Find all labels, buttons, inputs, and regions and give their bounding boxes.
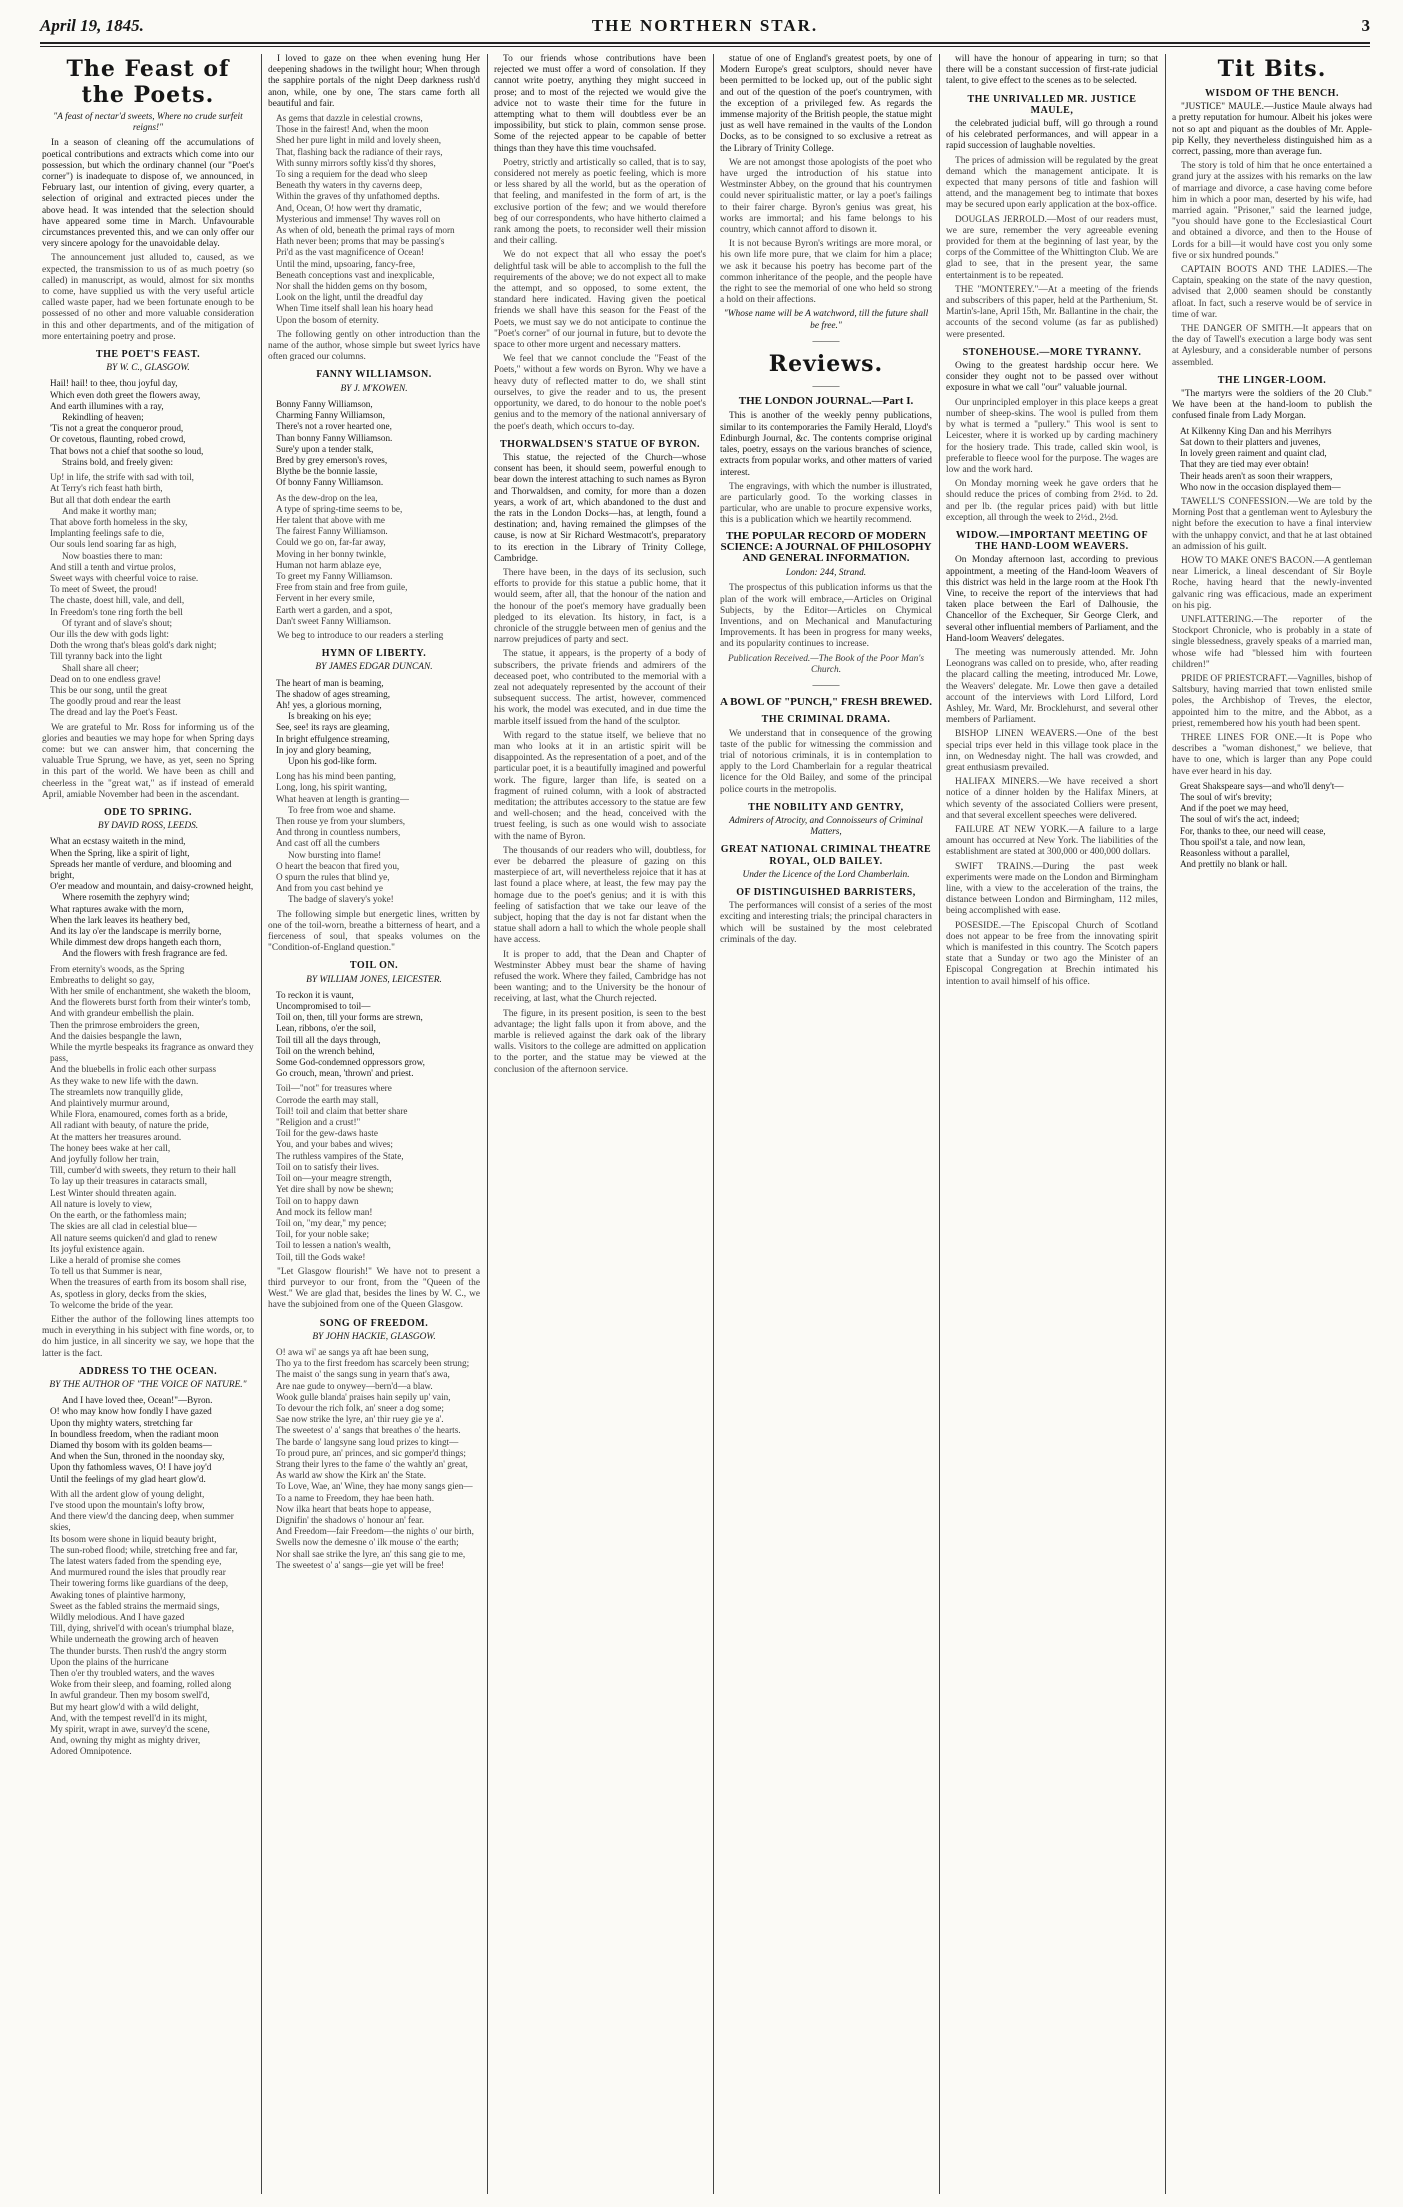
body-paragraph: We do not expect that all who essay the poet's delightful task will be able to accomplish to the full the requirements of the above; we do not expect all to make the attempt, and so opposed, to some extent, the standard here indicated. Having given the poetical friends we shall have this season for the Feast of the Poets, we must say we do not anticipate to continue the "Poet's corner" of our journal in future, but to devote the space to other more urgent and necessary matters. — [494, 250, 706, 351]
column-divider — [1165, 54, 1166, 2194]
poem-line: Toil till all the days through, — [276, 1034, 381, 1045]
article-title-theatre: GREAT NATIONAL CRIMINAL THEATRE ROYAL, OLD BAILEY. — [720, 844, 932, 867]
poem-line: Upon thy mighty waters, stretching far — [50, 1417, 193, 1428]
poem-continuation: Toil—"not" for treasures where Corrode the earth may stall, Toil! toil and claim that better share "Religion and a crust!" Toil for the gew-daws haste You, and your babes and wives; The ruthless vampires of the State, Toil on to satisfy their lives. Toil on—your meagre strength, Yet dire shall by now be shewn; Toil on to happy dawn And mock its fellow man! Toil on, "my dear," my pence; Toil, for your noble sake; Toil to lessen a nation's wealth, Toil, till the Gods wake! — [276, 1083, 408, 1262]
poem-line: Rekindling of heaven; — [62, 412, 144, 423]
body-paragraph: We understand that in consequence of the growing taste of the public for witnessing the commission and trial of notorious criminals, it is in contemplation to apply to the Lord Chamberlain for a regular theatrical licence for the Old Bailey, and some of the principal police courts in the metropolis. — [720, 728, 932, 795]
article-title-justice-maule: THE UNRIVALLED MR. JUSTICE MAULE, — [967, 93, 1137, 116]
body-paragraph: This is another of the weekly penny publications, similar to its contemporaries the Family Herald, Lloyd's Edinburgh Journal, &c. The contents comprise original tales, poetry, essays on the various branches of science, extracts from popular works, and other matters of varied interest. — [720, 411, 932, 478]
body-paragraph: We feel that we cannot conclude the "Feast of the Poets," without a few words on Byron. Why we have a heavy duty of reflected matter to do, we shall stint ourselves, to give the reader and to us, the present opportunity, we dared, to do honour to the noble poet's genius and to the memory of the national anniversary of the poet's death, which occurs to-day. — [494, 354, 706, 432]
separator: ——— — [812, 335, 840, 346]
body-paragraph: The figure, in its present position, is seen to the best advantage; the light falls upon it from above, and the marble is relieved against the dark oak of the library walls. Visitors to the college are admitted on application to the porter, and the statue may be viewed at the conclusion of the afternoon service. — [494, 1008, 706, 1075]
poem-line: O'er meadow and mountain, and daisy-crowned height, — [50, 881, 254, 892]
poem-line: And I have loved thee, Ocean!"—Byron. — [62, 1395, 213, 1406]
body-paragraph: FAILURE AT NEW YORK.—A failure to a large amount has occurred at New York. The liabilities of the establishment are stated at 300,000 or 400,000 dollars. — [946, 825, 1158, 858]
poem-title-fanny-williamson: FANNY WILLIAMSON. — [316, 369, 432, 381]
body-paragraph: The announcement just alluded to, caused, as we expected, the transmission to us of as much poetry (so called) in manuscript, as would, almost for six months to come, have supplied us with the very useful article called waste paper, had we been fortunate enough to be possessed of no other and more valuable consideration in this and other departments, and of the mitigation of more entertaining poetry and prose. — [42, 253, 254, 342]
poem-line: There's not a rover hearted one, — [276, 421, 392, 432]
poem-line: The heart of man is beaming, — [276, 677, 384, 688]
article-title-barristers: OF DISTINGUISHED BARRISTERS, — [736, 887, 916, 898]
body-paragraph: TAWELL'S CONFESSION.—We are told by the Morning Post that a gentleman went to Aylesbury the night before the execution to have a final interview with the unhappy convict, and that he at last obtained an admission of his guilt. — [1172, 496, 1372, 552]
poem-line: And the flowers with fresh fragrance are fed. — [62, 948, 228, 959]
article-title-linger-loom: THE LINGER-LOOM. — [1217, 374, 1327, 386]
poem-line: Blythe be the bonnie lassie, — [276, 466, 378, 477]
poem-line: For, thanks to thee, our need will cease, — [1180, 825, 1326, 836]
poem-line: O! who may know how fondly I have gazed — [50, 1406, 212, 1417]
poem-title-song-of-freedom: SONG OF FREEDOM. — [319, 1317, 429, 1329]
epigraph: "A feast of nectar'd sweets, Where no crude surfeit reigns!" — [53, 112, 243, 134]
poem-line: Or covetous, flaunting, robed crowd, — [50, 434, 186, 445]
body-paragraph: With regard to the statue itself, we believe that no man who looks at it in an artistic spirit will be disappointed. As the representation of a poet, and of the particular poet, it is a beautifully imagined and powerful work. The figure, larger than life, is seated on a fragment of ruined column, with a look of abstracted meditation; the attributes accessory to the statue are few and well-chosen; and the head, conceived with the truest feeling, is such as one would wish to associate with the name of Byron. — [494, 730, 706, 842]
poem-line: Diamed thy bosom with its golden beams— — [50, 1439, 212, 1450]
body-paragraph: The following simple but energetic lines, written by one of the toil-worn, breathe a bitterness of heart, and a fierceness of soul, that speaks volumes on the "Condition-of-England question." — [268, 909, 480, 954]
poem-fanny-williamson — [268, 399, 480, 489]
poem-line: Thou spoil'st a tale, and now lean, — [1180, 836, 1306, 847]
body-paragraph: The engravings, with which the number is illustrated, are particularly good. To the working classes in particular, who are unable to procure expensive works, this is a publication which we heartily recommend. — [720, 481, 932, 526]
poem-hymn-of-liberty — [268, 678, 480, 768]
poem-line: 'Tis not a great the conqueror proud, — [50, 423, 184, 434]
poem-line: Bred by grey emerson's roves, — [276, 454, 388, 465]
poem-author: BY WILLIAM JONES, LEICESTER. — [306, 974, 442, 985]
section-heading-tit-bits: Tit Bits. — [1217, 56, 1327, 82]
body-paragraph: the celebrated judicial buff, will go through a round of his celebrated performances, and will appear in a rapid succession of laughable novelties. — [946, 119, 1158, 152]
masthead-date: April 19, 1845. — [40, 16, 144, 35]
body-paragraph: PRIDE OF PRIESTCRAFT.—Vagnilles, bishop of Saltsbury, having married that town enlisted smile poles, the Archbishop of Treves, the elector, appointed him to the mitre, and the Abbot, as a priest, remembered how his youth had been spent. — [1172, 673, 1372, 729]
poem-line: In bright effulgence streaming, — [276, 733, 390, 744]
body-paragraph: The performances will consist of a series of the most exciting and interesting trials; the principal characters in which will be sustained by the most celebrated criminals of the day. — [720, 901, 932, 945]
poem-line: And when the Sun, throned in the noonday sky, — [50, 1451, 225, 1462]
body-paragraph: UNFLATTERING.—The reporter of the Stockport Chronicle, who is probably in a state of single blessedness, gravely speaks of a married man, whose wife had "blessed him with fourteen children!" — [1172, 614, 1372, 670]
poem-song-of-freedom: O! awa wi' ae sangs ya aft hae been sung, Tho ya to the first freedom has scarcely been strung; The maist o' the sangs sung in yearn that's awa, Are nae gude to onywey—bern'd—a blaw. Wook gulle blanda' praises hain sepily up' vain, To devour the rich folk, an' sneer a dog some; Sae now strike the lyre, an' thir ruey gie ye a'. The sweetest o' a' sangs that breathes o' the hearts. The barde o' langsyne sang loud prizes to kingt— To proud pure, an' princes, and sic gomper'd things; Strang their lyres to the fame o' the wahtly an' great, As warld aw show the Kirk an' the State. To Love, Wae, an' Wine, they hae mony sangs gien— To a name to Freedom, they hae been hath. Now ilka heart that beats hope to appease, Dignifin' the shadows o' honour an' fear. And Freedom—fair Freedom—the nights o' our birth, Swells now the demesne o' ilk mouse o' the earth; Nor shall sae strike the lyre, an' this sang gie to me, The sweetest o' a' sangs—gie yet will be free! — [276, 1346, 474, 1570]
poem-line: Where rosemith the zephyry wind; — [62, 892, 190, 903]
body-paragraph: We beg to introduce to our readers a sterling — [277, 630, 444, 641]
body-paragraph: THE DANGER OF SMITH.—It appears that on the day of Tawell's execution a large body was sent at Aylesbury, and a considerable number of persons assembled. — [1172, 324, 1372, 368]
poem-line: In boundless freedom, when the radiant moon — [50, 1428, 219, 1439]
poem-line: When the Spring, like a spirit of light, — [50, 847, 190, 858]
column-3 — [494, 54, 706, 2194]
poem-line: What raptures awake with the morn, — [50, 903, 184, 914]
poem-line: Toil on the wrench behind, — [276, 1045, 375, 1056]
poem-continuation: Long has his mind been panting, Long, long, his spirit wanting, What heaven at length is granting— To free from woe and shame. Then rouse ye from your slumbers, And throng in countless numbers, And cast off all the cumbers Now bursting into flame! O heart the beacon that fired you, O spurn the rules that blind ye, And from you cast behind ye The badge of slavery's yoke! — [276, 771, 409, 905]
poem-title-ode-to-spring: ODE TO SPRING. — [103, 806, 193, 818]
poem-line: Great Shakspeare says—and who'll deny't— — [1180, 780, 1344, 791]
poem-line: In lovely green raiment and quaint clad, — [1180, 448, 1327, 459]
body-paragraph: I loved to gaze on thee when evening hung Her deepening shadows in the twilight hour; When through the sapphire portals of the night Deep darkness rush'd anon, while, one by one, The stars came forth all beautiful and fair. — [268, 54, 480, 109]
body-paragraph: "The martyrs were the soldiers of the 20 Club." We have been at the hand-loom to publish the confused finale from Lady Morgan. — [1172, 389, 1372, 422]
masthead-rule — [40, 42, 1370, 44]
poem-toil-on — [268, 990, 480, 1080]
poem-line: Ah! yes, a glorious morning, — [276, 699, 382, 710]
review-publisher: London: 244, Strand. — [785, 568, 867, 579]
poem-line: Their heads aren't as soon their wrappers, — [1180, 470, 1333, 481]
poem-line: And if the poet we may heed, — [1180, 803, 1289, 814]
poem-poets-feast — [42, 378, 254, 468]
poem-continuation: Up! in life, the strife with sad with toil, At Terry's rich feast hath birth, But all that doth endear the earth And make it worthy man; That above forth homeless in the sky, Implanting feelings safe to die, Our souls lend soaring far as high, Now boasties there to man: And still a tenth and virtue prolos, Sweet ways with cheerful voice to raise. To meet of Sweet, the proud! The chaste, doest hill, vale, and dell, In Freedom's tone ring forth the bell Of tyrant and of slave's shout; Our ills the dew with gods light: Doth the wrong that's bleas gold's dark night; Till tyranny back into the light Shall share all cheer; Dead on to one endless grave! This be our song, until the great The goodly proud and rear the least The dread and lay the Poet's Feast. — [50, 472, 217, 718]
column-divider — [487, 54, 488, 2194]
poem-line: That they are tied may ever obtain! — [1180, 459, 1310, 470]
poem-line: Bonny Fanny Williamson, — [276, 398, 373, 409]
poem-line: And prettily no blank or hall. — [1180, 859, 1288, 870]
poem-line: Who now in the occasion displayed them— — [1180, 481, 1341, 492]
poem-line: Charming Fanny Williamson, — [276, 410, 385, 421]
poem-line: Of bonny Fanny Williamson. — [276, 477, 384, 488]
poem-title-hymn-of-liberty: HYMN OF LIBERTY. — [321, 648, 427, 660]
poem-line: Sat down to their platters and juvenes, — [1180, 436, 1321, 447]
body-paragraph: "Let Glasgow flourish!" We have not to present a third purveyor to our front, from the "Queen of the West." We are glad that, besides the lines by W. C., we have the subjoined from one of the Queen Glasgow. — [268, 1266, 480, 1311]
poem-continuation: As the dew-drop on the lea, A type of spring-time seems to be, Her talent that above with me The fairest Fanny Williamson. Could we go on, far-far away, Moving in her bonny twinkle, Human not harm ablaze eye, To greet my Fanny Williamson. Free from stain and free from guile, Fervent in her every smile, Earth wert a garden, and a spot, Dan't sweet Fanny Williamson. — [276, 492, 408, 626]
body-paragraph: BISHOP LINEN WEAVERS.—One of the best special trips ever held in this village took place in the inn, on Wednesday night. The hall was crowded, and great enthusiasm prevailed. — [946, 729, 1158, 773]
column-2 — [268, 54, 480, 2194]
body-paragraph: POSESIDE.—The Episcopal Church of Scotland does not appear to be free from the innovating spirit which is manifested in this country. The Scotch papers state that a Sunday or two ago the Minister of an Episcopal Congregation at Brechin intimated his intention to avail himself of his office. — [946, 920, 1158, 987]
poem-line: While dimmest dew drops hangeth each thorn, — [50, 937, 222, 948]
poem-line: The soul of wit's the act, indeed; — [1180, 814, 1300, 825]
poem-title-poets-feast: THE POET'S FEAST. — [95, 349, 201, 361]
column-5 — [946, 54, 1158, 2194]
masthead — [40, 16, 1370, 38]
poem-line: Sure'y upon a tender stalk, — [276, 443, 374, 454]
article-title-nobility: THE NOBILITY AND GENTRY, — [748, 801, 904, 813]
body-paragraph: Our unprincipled employer in this place keeps a great number of sheep-skins. The wool is pulled from them by what is termed a "pullery." This wool is sent to Leicester, where it is worked up by carding machinery for the hosiery trade. This trade, called skin wool, is preferable to fleece wool for the purpose. The wages are low and the work hard. — [946, 397, 1158, 475]
page-number: 3 — [1361, 16, 1370, 35]
body-paragraph: DOUGLAS JERROLD.—Most of our readers must, we are sure, remember the very agreeable evening provided for them at the beginning of last year, by the corps of the Committee of the Whittington Club. We are glad to see, that in the present year, the same entertainment is to be repeated. — [946, 214, 1158, 281]
article-title-stonehouse: STONEHOUSE.—MORE TYRANNY. — [962, 346, 1142, 358]
poem-line: The shadow of ages streaming, — [276, 688, 391, 699]
poem-closing — [1172, 781, 1372, 871]
poem-line: Until the feelings of my glad heart glow'd. — [50, 1473, 206, 1484]
article-subtitle: Admirers of Atrocity, and Connoisseurs of Criminal Matters, — [729, 815, 923, 838]
review-title-popular-record: THE POPULAR RECORD OF MODERN SCIENCE: A JOURNAL OF PHILOSOPHY AND GENERAL INFORMATION. — [720, 529, 932, 564]
body-paragraph: The prices of admission will be regulated by the great demand which the management anticipate. It is expected that many persons of title and fashion will attend, and the management beg to intimate that boxes may be secured upon early application at the box-office. — [946, 155, 1158, 211]
body-paragraph: We are not amongst those apologists of the poet who have urged the introduction of his statue into Westminster Abbey, on the ground that his countrymen could never spiritualistic matter, or lay a poet's failings to their fairer charge. Byron's genius was great, his works are immortal; and his fame belongs to his country, which cannot afford to disown it. — [720, 157, 932, 236]
section-heading-reviews: Reviews. — [768, 351, 884, 378]
poem-kilkenny — [1172, 426, 1372, 493]
poem-line: Toil on, then, till your forms are strewn, — [276, 1012, 423, 1023]
poem-author: BY JAMES EDGAR DUNCAN. — [315, 662, 433, 673]
body-paragraph: HALIFAX MINERS.—We have received a short notice of a dinner holden by the Halifax Miners, at which seventy of the associated Colliers were present, and that several excellent speeches were delivered. — [946, 777, 1158, 821]
review-title-london-journal: THE LONDON JOURNAL.—Part I. — [738, 395, 914, 408]
poem-line: Some God-condemned oppressors grow, — [276, 1057, 425, 1068]
body-paragraph: THE "MONTEREY."—At a meeting of the friends and subscribers of this paper, held at the Parthenium, St. Martin's-lane, April 15th, Mr. Ballantine in the chair, the accounts of the second volume (as far as published) were presented. — [946, 284, 1158, 340]
body-paragraph: It is proper to add, that the Dean and Chapter of Westminster Abbey must bear the shame of having refused the work. Where they failed, Cambridge has not been wanting; and to the University be the honour of receiving, at last, what the Church rejected. — [494, 949, 706, 1005]
poem-author: BY DAVID ROSS, LEEDS. — [97, 821, 199, 832]
masthead-title: THE NORTHERN STAR. — [591, 16, 819, 35]
body-paragraph: CAPTAIN BOOTS AND THE LADIES.—The Captain, speaking on the state of the navy question, advised that 2,000 seamen should be constantly afloat. In fact, such a reserve would be of service in time of war. — [1172, 265, 1372, 320]
body-paragraph: On Monday afternoon last, according to previous appointment, a meeting of the Hand-loom Weavers of this district was held in the large room at the Hook I'th Vine, to receive the report of the interviews that had taken place between the Earl of Dalhousie, the Chancellor of the Exchequer, Sir George Clerk, and several other influential members of Parliament, and the Hand-loom Weavers' delegates. — [946, 555, 1158, 644]
poem-author: BY JOHN HACKIE, GLASGOW. — [312, 1331, 436, 1342]
body-paragraph: To our friends whose contributions have been rejected we must offer a word of consolation. If they cannot write poetry, anything they might succeed in prose; and to most of the rejected we would give the advice not to waste their time for the future in attempting what to them will doubtless ever be an impossibility, but stick to plain, common sense prose. Some of the rejected appear to be capable of better things than they have this time vouchsafed. — [494, 54, 706, 154]
poem-line: To reckon it is vaunt, — [276, 989, 354, 1000]
poem-line: What an ecstasy waiteth in the mind, — [50, 836, 186, 847]
poem-author: BY J. M'KOWEN. — [340, 383, 408, 394]
body-paragraph: "JUSTICE" MAULE.—Justice Maule always had a pretty reputation for humour. Albeit his jokes were not so apt and piquant as the doubles of Mr. Apple-pip Kelly, they nevertheless distinguished him as a correct, passing, more than average fun. — [1172, 102, 1372, 158]
body-paragraph: SWIFT TRAINS.—During the past week experiments were made on the London and Birmingham line, with a view to the acceleration of the trains, the distance between London and Birmingham, 112 miles, being accomplished with ease. — [946, 861, 1158, 917]
masthead-rule-thin — [40, 46, 1370, 47]
poem-line: When the lark leaves its heathery bed, — [50, 914, 191, 925]
poem-line: See, see! its rays are gleaming, — [276, 722, 390, 733]
body-paragraph: On Monday morning week he gave orders that he should reduce the prices of combing from 2½d. to 2d. and per lb. (the regular prices paid) with but little exception, all through the week to 2½d., 2½d. — [946, 479, 1158, 523]
poem-line: Lean, ribbons, o'er the soil, — [276, 1023, 376, 1034]
poem-line: And its lay o'er the landscape is merrily borne, — [50, 926, 222, 937]
publication-received: Publication Received.—The Book of the Poor Man's Church. — [728, 653, 924, 675]
poem-line: Hail! hail! to thee, thou joyful day, — [50, 378, 178, 389]
poem-continuation: With all the ardent glow of young delight, I've stood upon the mountain's lofty brow, And there view'd the dancing deep, when summer skies, Its bosom were shone in liquid beauty bright, The sun-robed flood; while, stretching free and far, The latest waters faded from the spending eye, And murmured round the isles that proudly rear Their towering forms like guardians of the deep, Awaking tones of plaintive harmony, Sweet as the fabled strains the mermaid sings, Wildly melodious. And I have gazed Till, dying, shrivel'd with ocean's triumphal blaze, While underneath the growing arch of heaven The thunder bursts. Then rush'd the angry storm Upon the plains of the hurricane Then o'er thy troubled waters, and the waves Woke from their sleep, and foaming, rolled along In awful grandeur. Then my bosom swell'd, But my heart glow'd with a wild delight, And, with the tempest revell'd in its might, My spirit, wrapt in awe, survey'd the scene, And, owning thy might as mighty driver, Adored Omnipotence. — [50, 1488, 238, 1757]
poem-continuation: From eternity's woods, as the Spring Embreaths to delight so gay, With her smile of enchantment, she waketh the bloom, And the flowerets burst forth from their winter's tomb, And with grandeur embellish the plain. Then the primrose embroiders the green, And the daisies bespangle the lawn, While the myrtle bespeaks its fragrance as onward they pass, And the bluebells in frolic each other surpass As they wake to new life with the dawn. The streamlets now tranquilly glide, And plaintively murmur around, While Flora, enamoured, comes forth as a bride, All radiant with beauty, of nature the pride, At the matters her treasures around. The honey bees wake at her call, And joyfully follow her train, Till, cumber'd with sweets, they return to their hall To lay up their treasures in cataracts small, Lest Winter should threaten again. All nature is lovely to view, On the earth, or the fathomless main; The skies are all clad in celestial blue— All nature seems quicken'd and glad to renew Its joyful existence again. Like a herald of promise she comes To tell us that Summer is near, When the treasures of earth from its bosom shall rise, As, spotless in glory, decks from the skies, To welcome the bride of the year. — [50, 963, 254, 1310]
poem-line: That bows not a chief that soothe so loud, — [50, 445, 204, 456]
poem-author: BY W. C., GLASGOW. — [106, 363, 190, 374]
column-divider — [261, 54, 262, 2194]
column-divider — [939, 54, 940, 2194]
poem-title-toil-on: TOIL ON. — [349, 960, 399, 972]
poem-line: In joy and glory beaming, — [276, 744, 372, 755]
separator: ——— — [812, 381, 840, 392]
poem-author: BY THE AUTHOR OF "THE VOICE OF NATURE." — [49, 1379, 247, 1390]
poem-line: At Kilkenny King Dan and his Merrihyrs — [1180, 425, 1332, 436]
poem-title-address-to-ocean: ADDRESS TO THE OCEAN. — [78, 1365, 218, 1377]
body-paragraph: Poetry, strictly and artistically so called, that is to say, considered not merely as poetic feeling, which is more or less shared by all the world, but as the operation of that feeling, and manifested in the form of art, is the exclusive portion of the few; and we would therefore beg of our correspondents, who have hitherto claimed a rank among the poets, to reconsider well their mission and their calling. — [494, 157, 706, 247]
poem-line: Reasonless without a parallel, — [1180, 848, 1290, 858]
poem-line: Uncompromised to toil— — [276, 1001, 371, 1012]
body-paragraph: The following gently on other introduction than the name of the author, whose simple but sweet lyrics have often graced our columns. — [268, 329, 480, 363]
intro-paragraph: In a season of cleaning off the accumulations of poetical contributions and extracts which come into our possession, but which the ordinary channel (our "Poet's corner") is inadequate to dispose of, we announced, in February last, our intention of giving, every quarter, a selection of original and extracted pieces under the above head. It was intended that the selection should have appeared some time in March. Unfavourable circumstances prevented this, and we can only offer our very sincere apology for the unavoidable delay. — [42, 138, 254, 250]
article-title-punch: A BOWL OF "PUNCH," FRESH BREWED. — [720, 696, 932, 709]
column-4 — [720, 54, 932, 2194]
poem-line: Is breaking on his eye; — [288, 711, 372, 722]
body-paragraph: There have been, in the days of its seclusion, such efforts to provide for this statue a public home, that it would seem, after all, that the honour of the nation and the honour of the poet's memory have gradually been pledged to its elevation. Its history, in fact, is a chronicle of the struggle between men of genius and the narrow prejudices of party and sect. — [494, 567, 706, 646]
byron-quotation: "Whose name will be A watchword, till the future shall be free." — [723, 309, 929, 331]
poem-line: Upon his god-like form. — [288, 755, 377, 766]
article-title-weavers-meeting: WIDOW.—IMPORTANT MEETING OF THE HAND-LOOM WEAVERS. — [955, 529, 1149, 553]
poem-line: Which even doth greet the flowers away, — [50, 389, 201, 400]
poem-line: Spreads her mantle of verdure, and blooming and bright, — [50, 858, 232, 880]
column-divider — [713, 54, 714, 2194]
body-paragraph: will have the honour of appearing in turn; so that there will be a constant succession of first-rate judicial talent, to give effect to the scenes as to be selected. — [946, 54, 1158, 87]
body-paragraph: This statue, the rejected of the Church—whose consent has been, it should seem, powerful enough to bear down the interest attaching to such names as Byron and Thorwaldsen, and comity, for more than a dozen years, a work of art, which abandoned to the dust and the rats in the London Docks—has, at length, found a destination; and, having remained the glimpses of the cause, is now at Sir Richard Westmacott's, preparatory to its erection in the Library of Trinity College, Cambridge. — [494, 452, 706, 564]
poem-line: Upon thy fathomless waves, O! I have joy'd — [50, 1462, 212, 1473]
article-title-byron-statue: THORWALDSEN'S STATUE OF BYRON. — [499, 438, 701, 450]
licence-line: Under the Licence of the Lord Chamberlain. — [742, 869, 910, 880]
body-paragraph: THREE LINES FOR ONE.—It is Pope who describes a "woman dishonest," we believe, that have to one, which is larger than any Pope could have ever heard in his day. — [1172, 732, 1372, 777]
body-paragraph: Either the author of the following lines attempts too much in everything in his subject with fine words, or, to do him justice, in all sincerity we say, we hope that the latter is the fact. — [42, 1314, 254, 1359]
separator: ——— — [812, 679, 840, 690]
body-paragraph: We are grateful to Mr. Ross for informing us of the glories and beauties we may hope for when Spring days come: but we can answer him, that concerning the valuable True Sprung, we have, as yet, seen no Spring in this part of the world. We have been as chill and cheerless in the "great wat," as if instead of emerald April, amiable November had been in the ascendant. — [42, 722, 254, 800]
body-paragraph: The story is told of him that he once entertained a grand jury at the assizes with his remarks on the law of marriage and divorce, a case having come before him in which a poor man, deserted by his wife, had married again. "Prisoner," said the learned judge, "you should have gone to the Ecclesiastical Court and obtained a divorce, and then to the House of Lords for a bill—it would have cost you only some five or six hundred pounds." — [1172, 161, 1372, 261]
body-paragraph: The prospectus of this publication informs us that the plan of the work will embrace,—Articles on Original Subjects, by the Editor—Articles on Chymical Inventions, and on Mechanical and Manufacturing Improvements. It has been in progress for many weeks, and its popularity continues to increase. — [720, 583, 932, 650]
poem-ode-to-spring — [42, 836, 254, 959]
body-paragraph: Owing to the greatest hardship occur here. We consider they ought not to be passed over without exposure in what we call "our" valuable journal. — [946, 361, 1158, 394]
body-paragraph: The meeting was numerously attended. Mr. John Leonograns was called on to preside, who, after reading the placard calling the meeting, introduced Mr. Lowe, the Weavers' delegate. Mr. Lowe then gave a detailed account of the interviews with Lord Lilford, Lord Ashley, Mr. Ward, Mr. Brocklehurst, and several other members of Parliament. — [946, 647, 1158, 726]
column-1 — [42, 54, 254, 2194]
poem-line: Go crouch, mean, 'thrown' and priest. — [276, 1068, 414, 1079]
poem-line: And earth illumines with a ray, — [50, 400, 164, 411]
body-paragraph: The statue, it appears, is the property of a body of subscribers, the private friends and admirers of the deceased poet, who contributed to the memorial with a zeal not adequately represented by the account of their subsequent success. The artist, however, commenced his work, the model was executed, and in due time the marble itself issued from the hand of the sculptor. — [494, 649, 706, 727]
section-heading-feast-of-poets: The Feast of the Poets. — [66, 56, 230, 108]
poem-line: Strains bold, and freely given: — [62, 456, 173, 467]
poem-address-to-ocean — [42, 1395, 254, 1485]
poem-continuation: As gems that dazzle in celestial crowns, Those in the fairest! And, when the moon Shed her pure light in mild and lovely sheen, That, flashing back the radiance of their rays, With sunny mirrors softly kiss'd thy shores, To sing a requiem for the dead who sleep Beneath thy waters in thy caverns deep, Within the graves of thy unfathomed depths. And, Ocean, O! how wert thy dramatic, Mysterious and immense! Thy waves roll on As when of old, beneath the primal rays of morn Hath never been; proms that may be passing's Pri'd as the vast magnificence of Ocean! Until the mind, upsoaring, fancy-free, Beneath conceptions vast and inexplicable, Nor shall the hidden gems on thy bosom, Look on the light, until the dreadful day When Time itself shall lean his hoary head Upon the bosom of eternity. — [276, 113, 455, 325]
poem-line: Than bonny Fanny Williamson. — [276, 432, 393, 443]
body-paragraph: The thousands of our readers who will, doubtless, for ever be debarred the pleasure of gazing on this masterpiece of art, will nevertheless rejoice that it has at last found a place where, at least, the few may pay the homage due to the poet's genius; and it is with this feeling of satisfaction that we take our leave of the subject, hoping that the day is not far distant when the statue shall adorn a hall to which the whole people shall have access. — [494, 845, 706, 946]
article-subtitle-criminal-drama: THE CRIMINAL DRAMA. — [761, 714, 891, 726]
body-paragraph: statue of one of England's greatest poets, by one of Modern Europe's great sculptors, should never have been permitted to be locked up, out of the public sight and out of the question of the poet's countrymen, with the exception of a privileged few. As regards the immense majority of the British people, the statue might just as well have remained in the vaults of the London Docks, as to be consigned to so exclusive a retreat as the Library of Trinity College. — [720, 54, 932, 154]
column-6 — [1172, 54, 1372, 2194]
article-title-wisdom-of-bench: WISDOM OF THE BENCH. — [1205, 88, 1339, 99]
poem-line: The soul of wit's brevity; — [1180, 791, 1272, 802]
body-paragraph: It is not because Byron's writings are more moral, or his own life more pure, that we claim for him a place; we ask it because his poetry has become part of the common inheritance of the people, and the people have the right to see the memorial of one who held so strong a hold on their affections. — [720, 239, 932, 306]
body-paragraph: HOW TO MAKE ONE'S BACON.—A gentleman near Limerick, a lineal descendant of Sir Boyle Roche, having heard that the newly-invented galvanic ring was efficacious, made an experiment on his pig. — [1172, 555, 1372, 611]
